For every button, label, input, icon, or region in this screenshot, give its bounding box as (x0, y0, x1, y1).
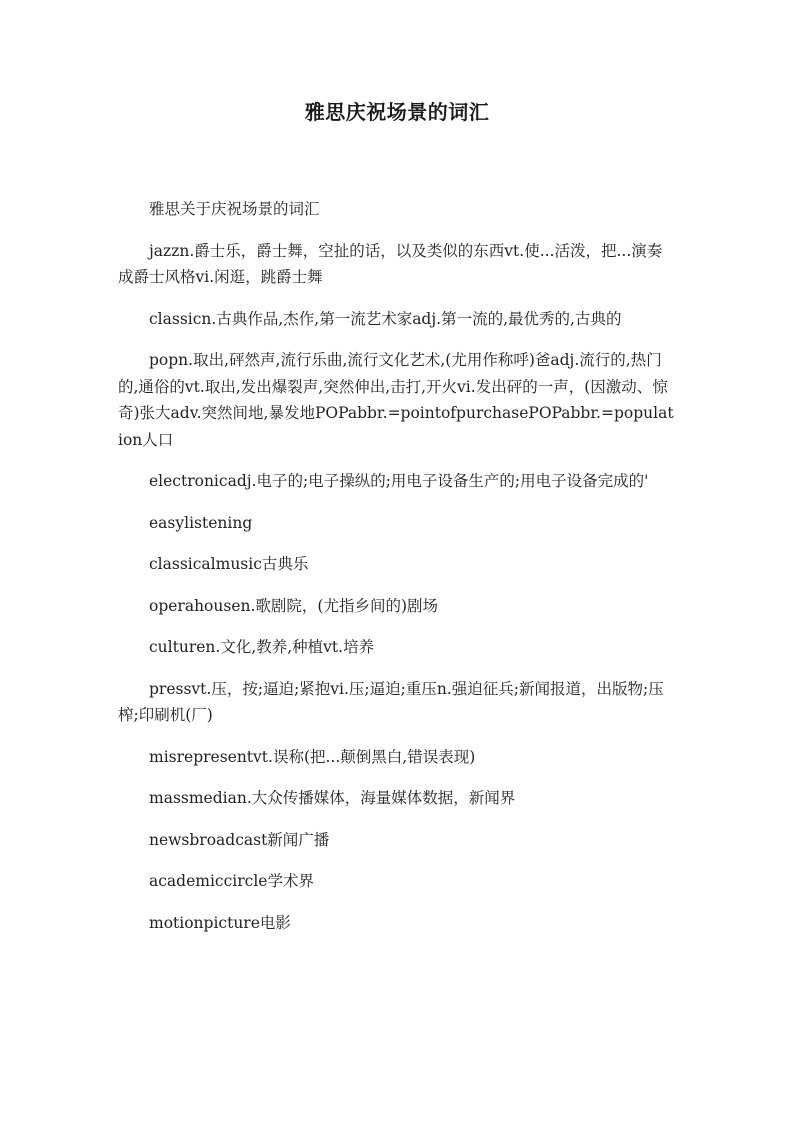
paragraph-press: pressvt.压，按;逼迫;紧抱vi.压;逼迫;重压n.强迫征兵;新闻报道，出版物;压榨;印刷机(厂) (118, 679, 664, 724)
paragraph-academiccircle: academiccircle学术界 (149, 872, 314, 890)
paragraph-newsbroadcast: newsbroadcast新闻广播 (149, 830, 330, 849)
paragraph-intro: 雅思关于庆祝场景的词汇 (149, 200, 320, 218)
document-title: 雅思庆祝场景的词汇 (304, 100, 490, 124)
paragraph-misrepresent: misrepresentvt.误称(把...颠倒黑白,错误表现) (149, 747, 476, 766)
paragraph-operahouse: operahousen.歌剧院，(尤指乡间的)剧场 (149, 596, 439, 615)
document-body (118, 196, 674, 951)
paragraph-massmedia: massmedian.大众传播媒体，海量媒体数据，新闻界 (149, 789, 516, 807)
paragraph-classicalmusic: classicalmusic古典乐 (149, 555, 309, 573)
paragraph-easylistening: easylistening (149, 513, 253, 532)
paragraph-classic: classicn.古典作品,杰作,第一流艺术家adj.第一流的,最优秀的,古典的 (149, 309, 622, 328)
paragraph-jazz: jazzn.爵士乐，爵士舞，空扯的话，以及类似的东西vt.使...活泼，把...演奏成爵士风格vi.闲逛，跳爵士舞 (118, 241, 663, 286)
paragraph-pop: popn.取出,砰然声,流行乐曲,流行文化艺术,(尤用作称呼)爸adj.流行的,热门的,通俗的vt.取出,发出爆裂声,突然伸出,击打,开火vi.发出砰的一声，(因激动、惊奇)张大adv.突然间地,暴发地POPabbr.=pointofpurchasePOPabbr.=population人口 (118, 351, 674, 449)
paragraph-culture: culturen.文化,教养,种植vt.培养 (149, 638, 375, 656)
paragraph-motionpicture: motionpicture电影 (149, 913, 291, 932)
paragraph-electronic: electronicadj.电子的;电子操纵的;用电子设备生产的;用电子设备完成的' (149, 472, 649, 490)
